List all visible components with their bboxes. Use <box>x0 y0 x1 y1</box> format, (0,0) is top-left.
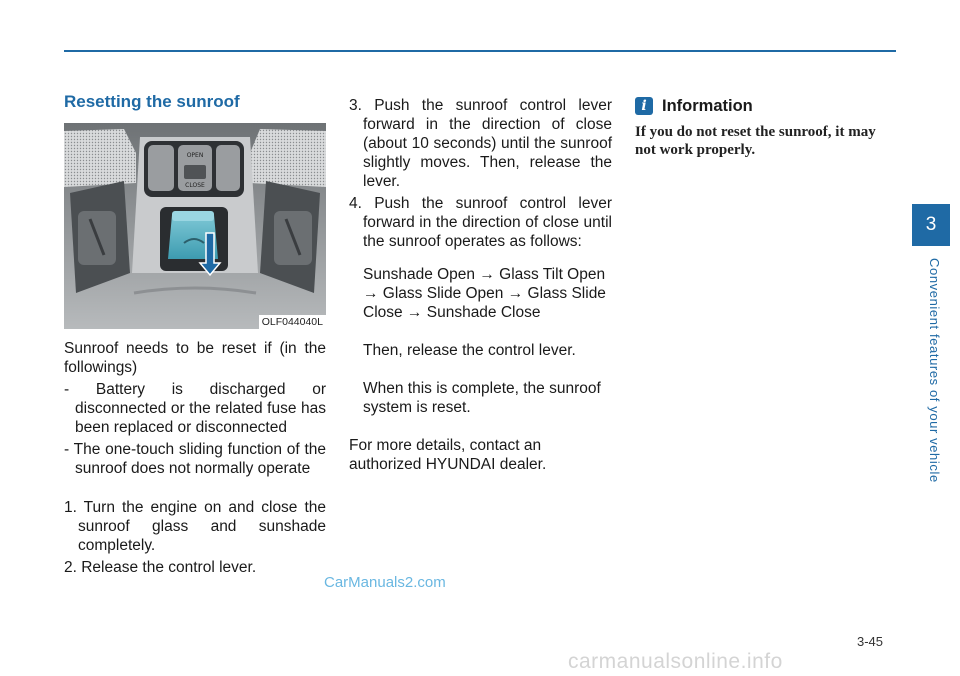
dealer-contact-text: For more details, contact an authorized HYUNDAI dealer. <box>349 437 547 473</box>
step-1: 1. Turn the engine on and close the sunroof glass and sunshade completely. <box>64 499 326 554</box>
reset-complete-text: When this is complete, the sunroof system is reset. <box>363 380 601 416</box>
intro-text: Sunroof needs to be reset if (in the followings) <box>64 340 326 376</box>
overhead-console-illustration <box>64 123 326 329</box>
section-title: Resetting the sunroof <box>64 92 240 111</box>
close-label: CLOSE <box>185 182 205 189</box>
information-text: If you do not reset the sunroof, it may not work properly. <box>635 124 876 158</box>
release-lever-text: Then, release the control lever. <box>363 342 576 359</box>
step-2: 2. Release the control lever. <box>64 559 257 576</box>
info-icon: i <box>635 97 653 115</box>
column-2 <box>349 96 612 474</box>
step-3: 3. Push the sunroof control lever forward in the direction of close (about 10 seconds) until the sunroof slightly moves. Then, release the lever. <box>349 97 612 190</box>
sunroof-control-photo <box>64 123 326 329</box>
chapter-number-tab: 3 <box>912 204 950 246</box>
page-number: 3-45 <box>857 634 884 649</box>
column-1 <box>64 339 326 577</box>
watermark-link[interactable]: CarManuals2.com <box>324 574 446 591</box>
chapter-label: Convenient features of your vehicle <box>927 258 942 483</box>
figure-code: OLF044040L <box>259 315 326 329</box>
operation-sequence: Sunshade Open → Glass Tilt Open → Glass Slide Open → Glass Slide Close → Sunshade Close <box>363 266 606 321</box>
open-label: OPEN <box>186 152 204 159</box>
step-4: 4. Push the sunroof control lever forward in the direction of close until the sunroof operates as follows: <box>349 195 612 250</box>
information-title: Information <box>662 97 753 115</box>
top-rule <box>64 50 896 52</box>
site-watermark: carmanualsonline.info <box>568 650 783 673</box>
bullet-battery: - Battery is discharged or disconnected or the related fuse has been replaced or disconnected <box>64 381 326 436</box>
information-header <box>635 96 897 116</box>
information-box <box>635 96 897 159</box>
bullet-one-touch: - The one-touch sliding function of the sunroof does not normally operate <box>64 441 326 477</box>
